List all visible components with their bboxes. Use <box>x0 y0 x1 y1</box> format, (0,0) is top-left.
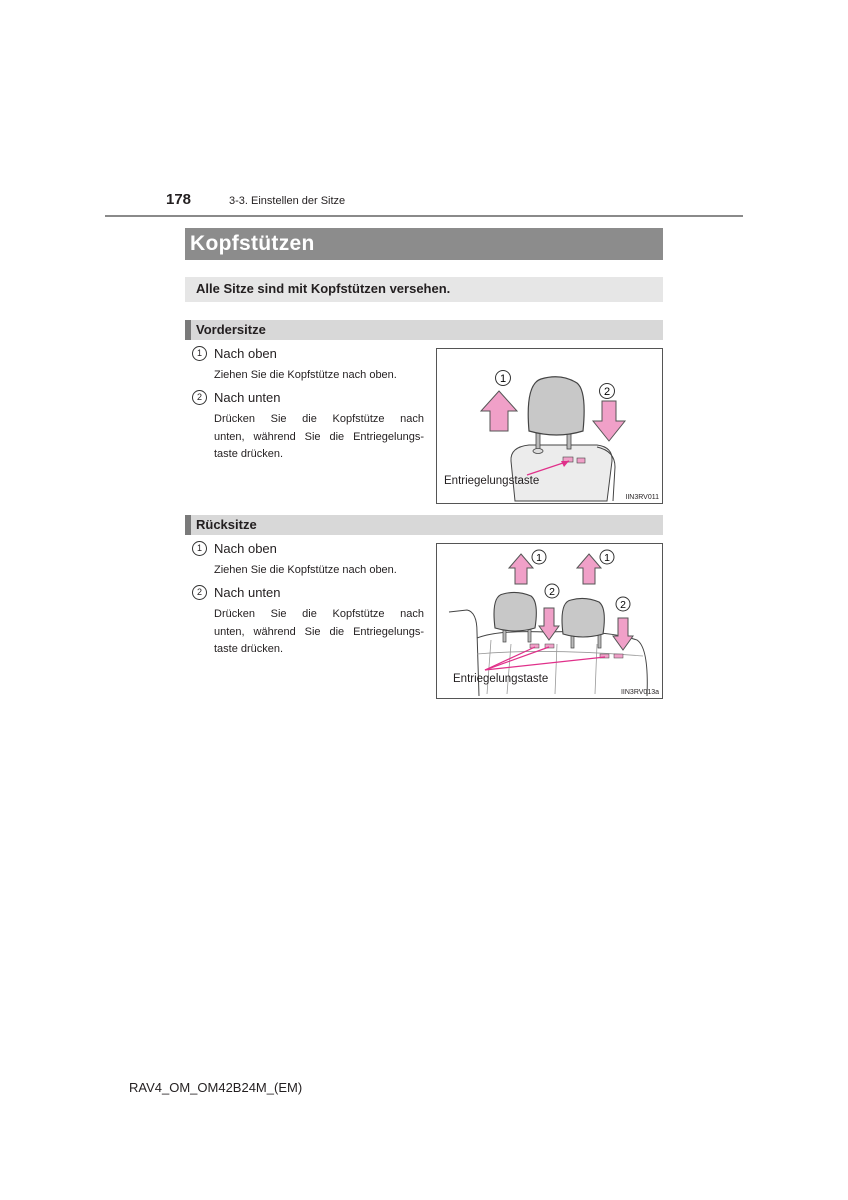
front-item-1-desc: Ziehen Sie die Kopfstütze nach oben. <box>214 369 397 381</box>
rear-item-2-desc-line-3: taste drücken. <box>214 643 284 655</box>
front-fig-release-label: Entriegelungstaste <box>444 475 540 487</box>
front-item-2-desc-line-1: Drücken Sie die Kopfstütze nach <box>214 413 424 425</box>
front-item-2-desc-line-2: unten, während Sie die Entriegelungs- <box>214 430 424 443</box>
section-reference: 3-3. Einstellen der Sitze <box>229 195 346 207</box>
front-item-1-number: 1 <box>192 346 207 361</box>
rear-item-1-number: 1 <box>192 541 207 556</box>
rear-item-2-desc-line-2: unten, während Sie die Entriegelungs- <box>214 625 424 638</box>
rear-fig-marker-2b: 2 <box>620 599 626 611</box>
page-number: 178 <box>166 191 192 208</box>
front-headrest-figure <box>436 348 663 504</box>
front-fig-marker-2: 2 <box>603 386 611 398</box>
rear-headrest-illustration <box>437 544 662 698</box>
rear-item-2-number: 2 <box>192 585 207 600</box>
header-divider <box>105 215 743 217</box>
front-item-2-desc-line-3: taste drücken. <box>214 448 284 460</box>
rear-item-1-title: Nach oben <box>214 541 277 556</box>
rear-fig-release-label: Entriegelungstaste <box>453 673 549 685</box>
rear-section-heading: Rücksitze <box>196 517 257 532</box>
page-title: Kopfstützen <box>190 232 315 255</box>
document-code: RAV4_OM_OM42B24M_(EM) <box>129 1080 303 1095</box>
rear-item-1-desc: Ziehen Sie die Kopfstütze nach oben. <box>214 564 397 576</box>
front-item-1-title: Nach oben <box>214 346 277 361</box>
front-fig-code: IIN3RV011 <box>625 494 659 501</box>
front-section-heading: Vordersitze <box>196 322 266 337</box>
rear-headrest-figure <box>436 543 663 699</box>
front-fig-marker-1: 1 <box>499 373 507 385</box>
rear-fig-marker-1b: 1 <box>604 552 610 564</box>
front-headrest-illustration <box>437 349 662 503</box>
rear-fig-marker-2a: 2 <box>549 586 555 598</box>
intro-text: Alle Sitze sind mit Kopfstützen versehen. <box>196 281 451 296</box>
front-item-2-number: 2 <box>192 390 207 405</box>
rear-fig-code: IIN3RV013a <box>620 689 659 696</box>
rear-fig-marker-1a: 1 <box>536 552 542 564</box>
rear-item-2-desc-line-1: Drücken Sie die Kopfstütze nach <box>214 608 424 620</box>
rear-item-2-title: Nach unten <box>214 585 281 600</box>
front-item-2-title: Nach unten <box>214 390 281 405</box>
